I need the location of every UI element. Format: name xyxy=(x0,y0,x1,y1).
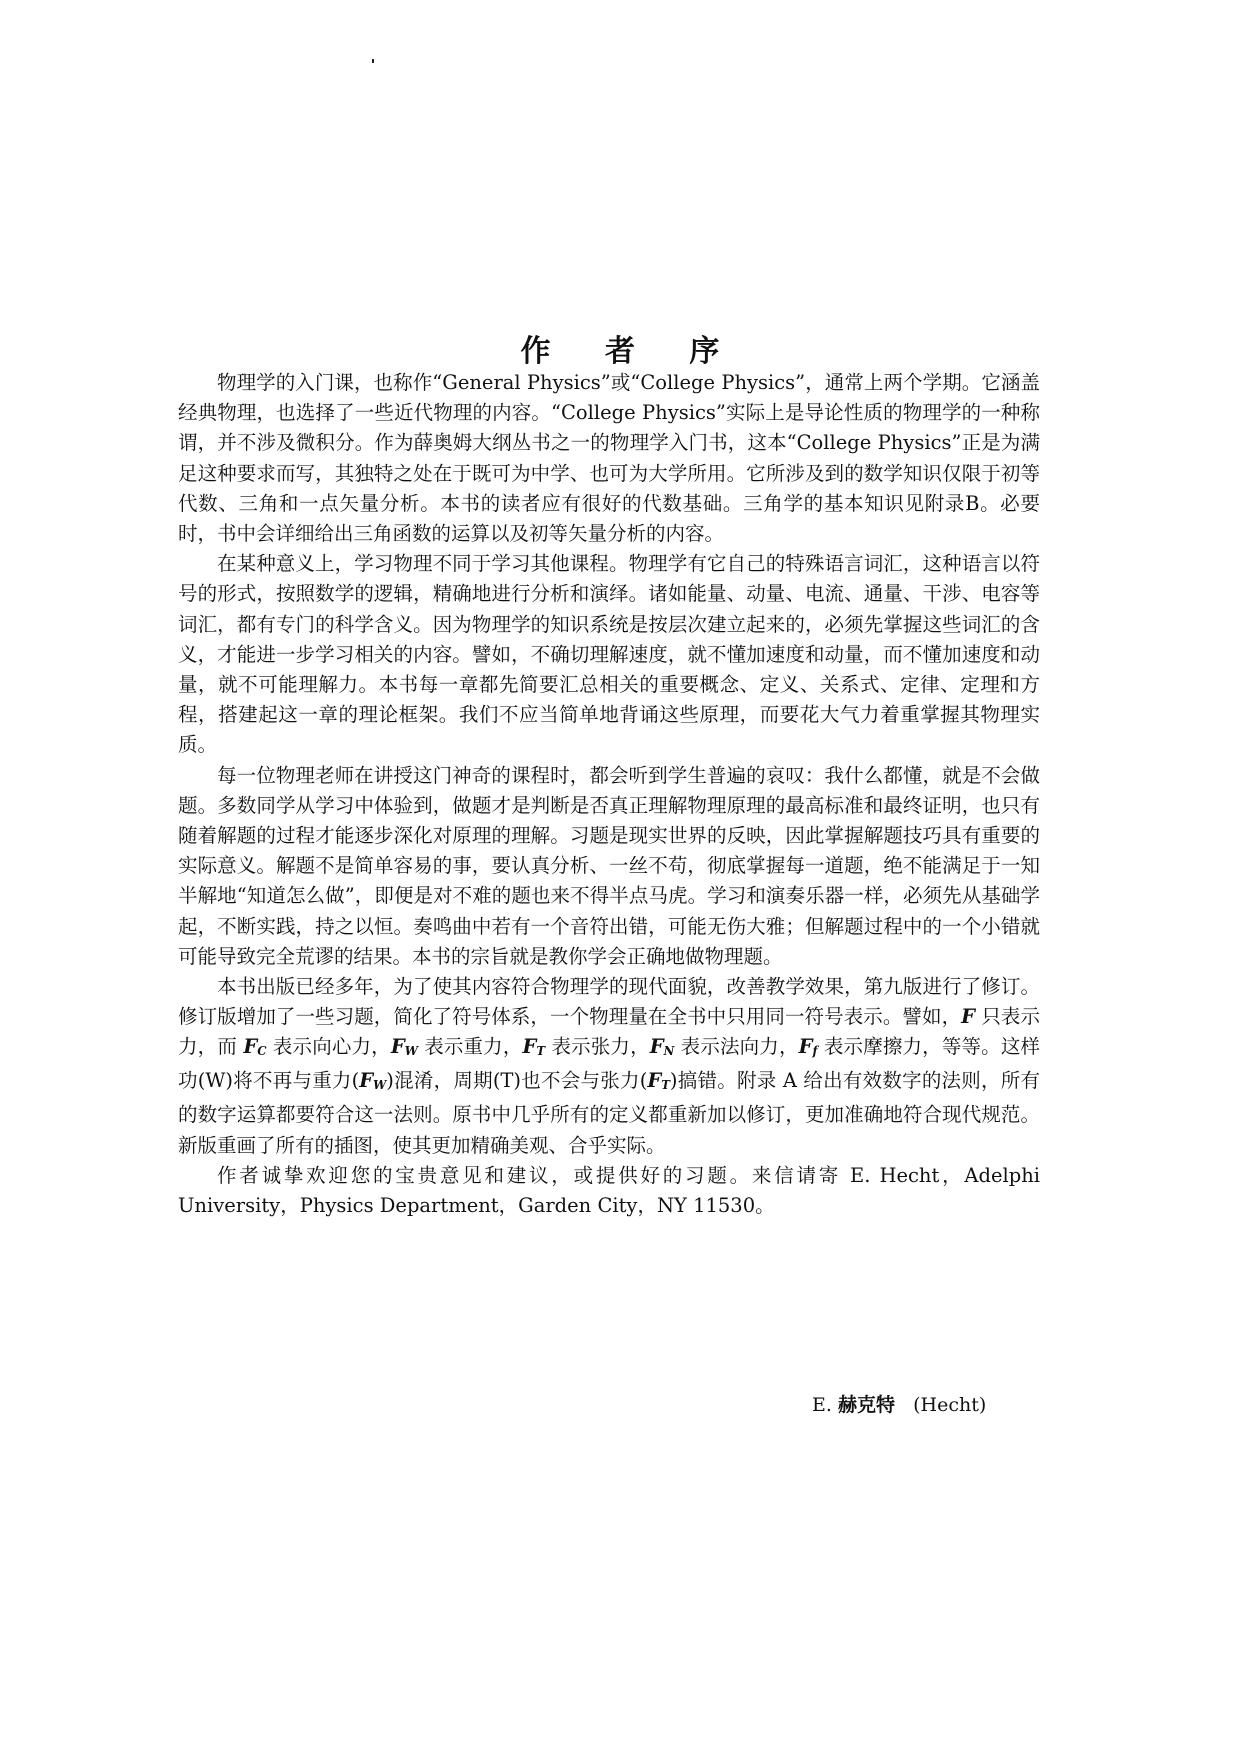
scan-speck xyxy=(372,59,374,63)
paragraph-1: 物理学的入门课，也称作“General Physics”或“College Physics”，通常上两个学期。它涵盖经典物理，也选择了一些近代物理的内容。“College Physics”实际上是导论性质的物理学的一种称谓，并不涉及微积分。作为薛奥姆大纲丛书之一的物理学入门书，这本“College Physics”正是为满足这种要求而写，其独特之处在于既可为中学、也可为大学所用。它所涉及到的数学知识仅限于初等代数、三角和一点矢量分析。本书的读者应有很好的代数基础。三角学的基本知识见附录B。必要时，书中会详细给出三角函数的运算以及初等矢量分析的内容。 xyxy=(178,371,1040,546)
symbol-Ft: $F_T$ xyxy=(522,1035,546,1059)
paragraph-5: 作者诚挚欢迎您的宝贵意见和建议，或提供好的习题。来信请寄 E. Hecht，Adelphi University，Physics Department，Garden City，NY 11530。 xyxy=(178,1163,1040,1217)
symbol-Fn: $F_N$ xyxy=(649,1035,675,1059)
p4-seg-0: 本书出版已经多年，为了使其内容符合物理学的现代面貌，改善教学效果，第九版进行了修订。修订版增加了一些习题，简化了符号体系，一个物理量在全书中只用同一符号表示。譬如， xyxy=(178,975,1040,1029)
preface-body xyxy=(178,368,1040,1221)
author-signature xyxy=(812,1390,986,1420)
p4-seg-4: 表示张力， xyxy=(545,1035,650,1059)
symbol-F: F xyxy=(961,1005,976,1029)
symbol-Fc: $F_C$ xyxy=(243,1035,267,1059)
p4-seg-1: 只表示力，而 xyxy=(178,1005,1040,1059)
paragraph-3: 每一位物理老师在讲授这门神奇的课程时，都会听到学生普遍的哀叹：我什么都懂，就是不会做题。多数同学从学习中体验到，做题才是判断是否真正理解物理原理的最高标准和最终证明，也只有随着解题的过程才能逐步深化对原理的理解。习题是现实世界的反映，因此掌握解题技巧具有重要的实际意义。解题不是简单容易的事，要认真分析、一丝不苟，彻底掌握每一道题，绝不能满足于一知半解地“知道怎么做”，即便是对不难的题也来不得半点马虎。学习和演奏乐器一样，必须先从基础学起，不断实践，持之以恒。奏鸣曲中若有一个音符出错，可能无伤大雅；但解题过程中的一个小错就可能导致完全荒谬的结果。本书的宗旨就是教你学会正确地做物理题。 xyxy=(178,763,1040,968)
symbol-Ft-2: $F_T$ xyxy=(647,1069,670,1093)
p4-seg-3: 表示重力， xyxy=(417,1035,523,1059)
p4-seg-6: 表示摩擦力，等等。这样功(W)将不再与重力( xyxy=(178,1035,1040,1093)
symbol-Fw: $F_W$ xyxy=(390,1035,418,1059)
signature-initial: E. xyxy=(812,1394,832,1416)
symbol-Fw-2: $F_W$ xyxy=(359,1069,387,1093)
p4-seg-5: 表示法向力， xyxy=(674,1035,799,1059)
signature-name-en: (Hecht) xyxy=(913,1394,987,1416)
paragraph-2: 在某种意义上，学习物理不同于学习其他课程。物理学有它自己的特殊语言词汇，这种语言以符号的形式，按照数学的逻辑，精确地进行分析和演绎。诸如能量、动量、电流、通量、干涉、电容等词汇，都有专门的科学含义。因为物理学的知识系统是按层次建立起来的，必须先掌握这些词汇的含义，才能进一步学习相关的内容。譬如，不确切理解速度，就不懂加速度和动量，而不懂加速度和动量，就不可能理解力。本书每一章都先简要汇总相关的重要概念、定义、关系式、定律、定理和方程，搭建起这一章的理论框架。我们不应当简单地背诵这些原理，而要花大气力着重掌握其物理实质。 xyxy=(178,552,1040,757)
paragraph-4 xyxy=(178,972,1040,1161)
page-title: 作 者 序 xyxy=(520,334,742,370)
signature-name-cn: 赫克特 xyxy=(837,1394,895,1416)
p4-seg-8: )搞错。附录 A 给出有效数字的法则，所有的数字运算都要符合这一法则。原书中几乎所有的定义都重新加以修订，更加准确地符合现代规范。新版重画了所有的插图，使其更加精确美观、合乎实际。 xyxy=(178,1069,1041,1157)
p4-seg-2: 表示向心力， xyxy=(266,1035,391,1059)
p4-seg-7: )混淆，周期(T)也不会与张力( xyxy=(386,1069,648,1093)
symbol-Ff: $F_f$ xyxy=(798,1035,818,1059)
